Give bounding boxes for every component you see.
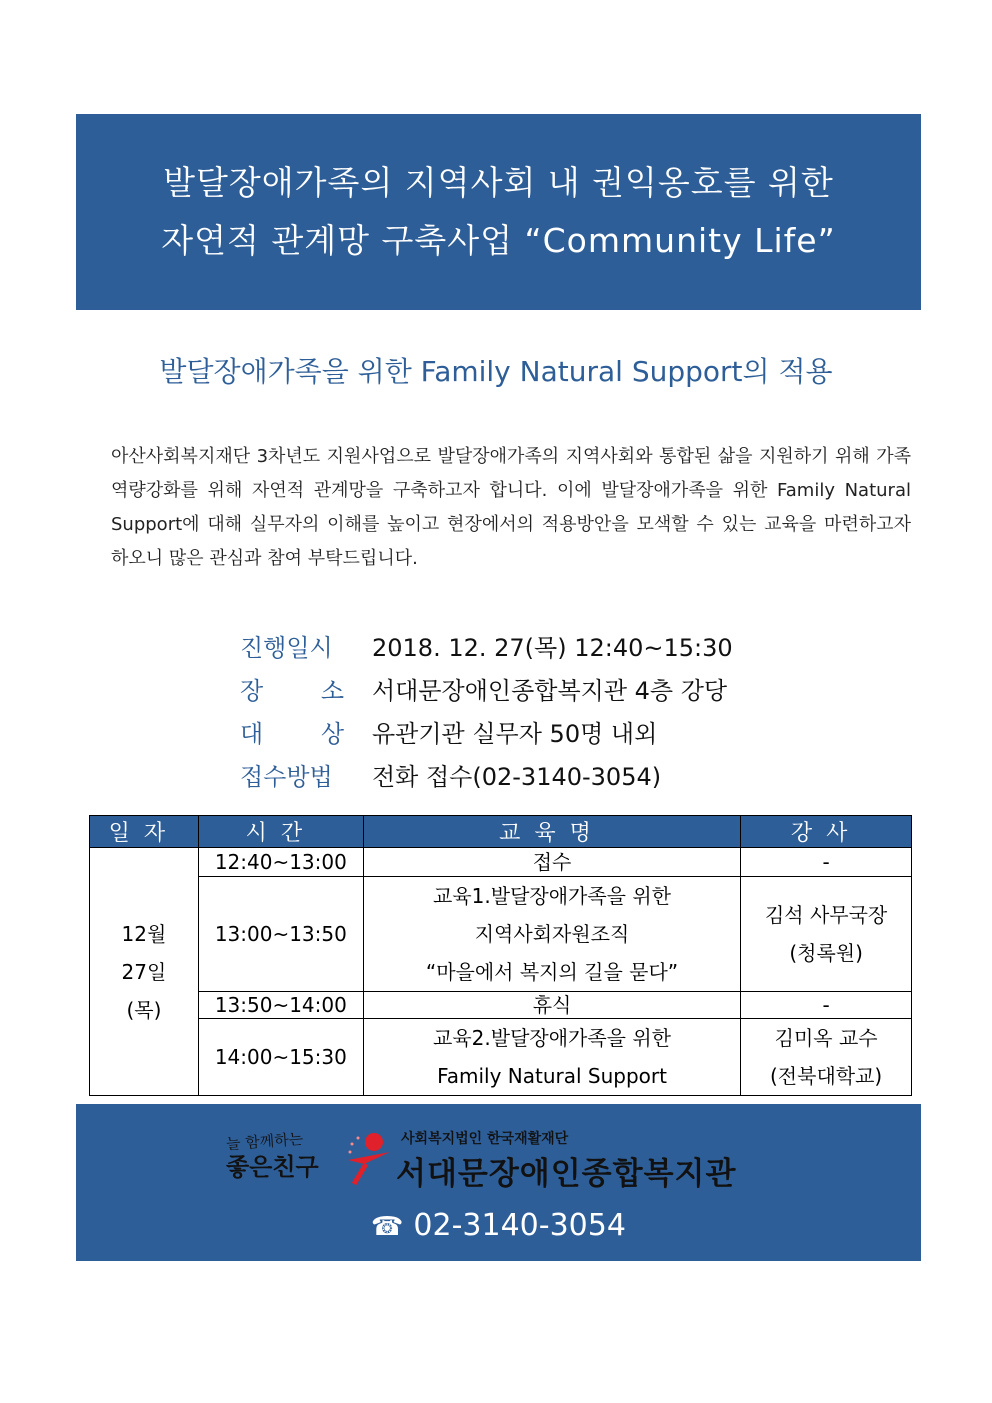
instructor-name: 김석 사무국장 — [764, 903, 888, 927]
course-line: “마을에서 복지의 길을 묻다” — [425, 960, 679, 984]
course-line: 교육1.발달장애가족을 위한 — [433, 884, 671, 908]
detail-label: 장 소 — [240, 677, 344, 705]
instructor-cell — [741, 1019, 912, 1096]
detail-row-date — [240, 624, 733, 667]
column-header-instructor: 강사 — [741, 816, 912, 848]
table-row — [90, 1019, 912, 1096]
detail-label: 접수방법 — [240, 763, 333, 791]
intro-paragraph: 아산사회복지재단 3차년도 지원사업으로 발달장애가족의 지역사회와 통합된 삶을 지원하기 위해 가족역량강화를 위해 자연적 관계망을 구축하고자 합니다. 이에 발달장애가족을 위한 Family Natural Support에 대해 실무자의 이해를 높이고 현장에서의 적용방안을 모색할 수 있는 교육을 마련하고자 하오니 많은 관심과 참여 부탁드립니다. — [111, 446, 911, 569]
schedule-table — [89, 815, 912, 1096]
instructor-cell: - — [741, 992, 912, 1019]
detail-value: 전화 접수(02-3140-3054) — [372, 763, 662, 791]
instructor-affiliation: (전북대학교) — [770, 1064, 883, 1088]
detail-label: 진행일시 — [240, 634, 333, 662]
date-line: 12월 — [121, 921, 167, 946]
header-title-line1: 발달장애가족의 지역사회 내 권익옹호를 위한 — [163, 163, 834, 202]
course-cell: 휴식 — [363, 992, 740, 1019]
time-cell: 13:00~13:50 — [198, 877, 363, 992]
page-subtitle: 발달장애가족을 위한 Family Natural Support의 적용 — [159, 355, 833, 388]
course-line: Family Natural Support — [437, 1064, 667, 1088]
organization-mark-icon — [344, 1130, 394, 1186]
telephone-icon: ☎ — [371, 1212, 404, 1242]
table-row — [90, 848, 912, 877]
course-line: 교육2.발달장애가족을 위한 — [433, 1026, 671, 1050]
slogan-line: 좋은친구 — [226, 1152, 319, 1181]
header-banner — [76, 114, 921, 310]
column-header-date: 일자 — [90, 816, 199, 848]
detail-value: 서대문장애인종합복지관 4층 강당 — [372, 677, 728, 705]
contact-phone — [76, 1208, 921, 1243]
column-header-time: 시간 — [198, 816, 363, 848]
organization-name: 서대문장애인종합복지관 — [396, 1156, 737, 1192]
header-title-line2: 자연적 관계망 구축사업 “Community Life” — [161, 221, 836, 260]
foundation-name: 사회복지법인 한국재활재단 — [401, 1131, 569, 1147]
instructor-cell — [741, 877, 912, 992]
organization-logo — [226, 1122, 786, 1192]
detail-row-target — [240, 710, 733, 753]
phone-number: 02-3140-3054 — [413, 1208, 626, 1243]
detail-value: 유관기관 실무자 50명 내외 — [372, 720, 658, 748]
time-cell: 14:00~15:30 — [198, 1019, 363, 1096]
detail-value: 2018. 12. 27(목) 12:40~15:30 — [372, 634, 733, 662]
date-line: 27일 — [121, 959, 167, 984]
table-row — [90, 992, 912, 1019]
column-header-course: 교육명 — [363, 816, 740, 848]
course-cell — [363, 1019, 740, 1096]
detail-label: 대 상 — [240, 720, 344, 748]
event-details — [240, 624, 733, 796]
date-line: (목) — [126, 997, 162, 1022]
instructor-name: 김미옥 교수 — [774, 1026, 878, 1050]
course-line: 지역사회자원조직 — [474, 922, 630, 946]
instructor-cell: - — [741, 848, 912, 877]
course-cell — [363, 877, 740, 992]
detail-row-registration — [240, 753, 733, 796]
course-cell: 접수 — [363, 848, 740, 877]
table-header-row — [90, 816, 912, 848]
detail-row-place — [240, 667, 733, 710]
footer-banner — [76, 1104, 921, 1261]
instructor-affiliation: (청록원) — [789, 941, 863, 965]
time-cell: 12:40~13:00 — [198, 848, 363, 877]
slogan-logo — [226, 1128, 319, 1180]
table-row — [90, 877, 912, 992]
time-cell: 13:50~14:00 — [198, 992, 363, 1019]
slogan-line: 늘 함께하는 — [225, 1129, 304, 1154]
date-cell — [90, 848, 199, 1096]
